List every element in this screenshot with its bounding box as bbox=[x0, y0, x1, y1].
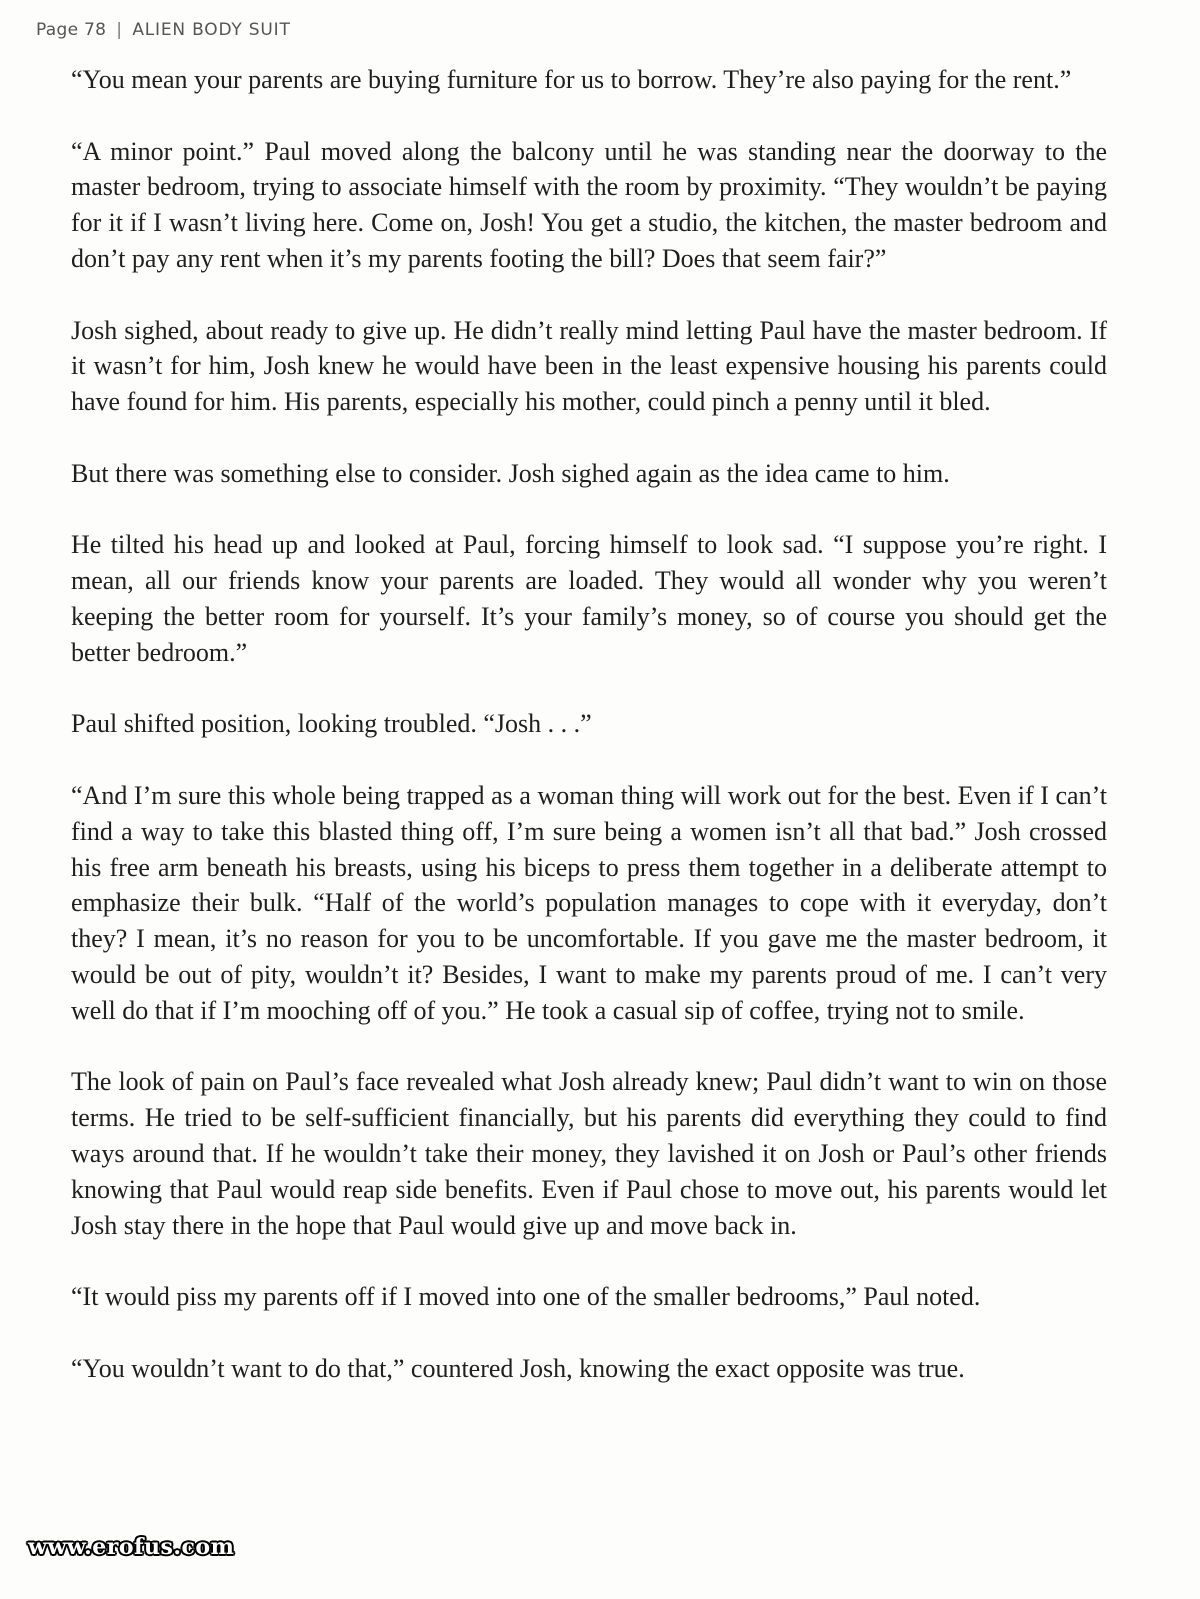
running-head bbox=[36, 20, 291, 40]
paragraph: But there was something else to consider. Josh sighed again as the idea came to him. bbox=[71, 458, 950, 488]
paragraph: “You mean your parents are buying furniture for us to borrow. They’re also paying for the rent.” bbox=[71, 65, 1072, 94]
paragraph: “It would piss my parents off if I moved into one of the smaller bedrooms,” Paul noted. bbox=[71, 1282, 981, 1312]
paragraph: Josh sighed, about ready to give up. He didn’t really mind letting Paul have the master bedroom. If it wasn’t for him, Josh knew he would have been in the least expensive housing his parents could have found for him. His parents, especially his mother, could pinch a penny until it bled. bbox=[71, 315, 1107, 417]
page-number: Page 78 bbox=[36, 20, 107, 40]
site-watermark: www.erofus.com bbox=[28, 1534, 235, 1560]
paragraph: “A minor point.” Paul moved along the balcony until he was standing near the doorway to the master bedroom, trying to associate himself with the room by proximity. “They wouldn’t be paying for it if I wasn’t living here. Come on, Josh! You get a studio, the kitchen, the master bedroom and don’t pay any rent when it’s my parents footing the bill? Does that seem fair?” bbox=[71, 136, 1107, 273]
paragraph: He tilted his head up and looked at Paul, forcing himself to look sad. “I suppose you’re right. I mean, all our friends know your parents are loaded. They would all wonder why you weren’t keeping the better room for yourself. It’s your family’s money, so of course you should get the better bedroom.” bbox=[71, 530, 1107, 667]
header-separator: | bbox=[116, 20, 123, 40]
body-text bbox=[71, 62, 1107, 1422]
paragraph: Paul shifted position, looking troubled. “Josh . . .” bbox=[71, 709, 592, 739]
paragraph: “You wouldn’t want to do that,” countered Josh, knowing the exact opposite was true. bbox=[71, 1353, 965, 1383]
book-title: ALIEN BODY SUIT bbox=[132, 20, 291, 40]
paragraph: “And I’m sure this whole being trapped as a woman thing will work out for the best. Even if I can’t find a way to take this blasted thing off, I’m sure being a women isn’t all that bad.” Josh crossed his free arm beneath his breasts, using his biceps to press them together in a deliberate attempt to emphasize their bulk. “Half of the world’s population manages to cope with it everyday, don’t they? I mean, it’s no reason for you to be uncomfortable. If you gave me the master bedroom, it would be out of pity, wouldn’t it? Besides, I want to make my parents proud of me. I can’t very well do that if I’m mooching off of you.” He took a casual sip of coffee, trying not to smile. bbox=[71, 780, 1107, 1025]
paragraph: The look of pain on Paul’s face revealed what Josh already knew; Paul didn’t want to win on those terms. He tried to be self-sufficient financially, but his parents did everything they could to find ways around that. If he wouldn’t take their money, they lavished it on Josh or Paul’s other friends knowing that Paul would reap side benefits. Even if Paul chose to move out, his parents would let Josh stay there in the hope that Paul would give up and move back in. bbox=[71, 1067, 1107, 1240]
